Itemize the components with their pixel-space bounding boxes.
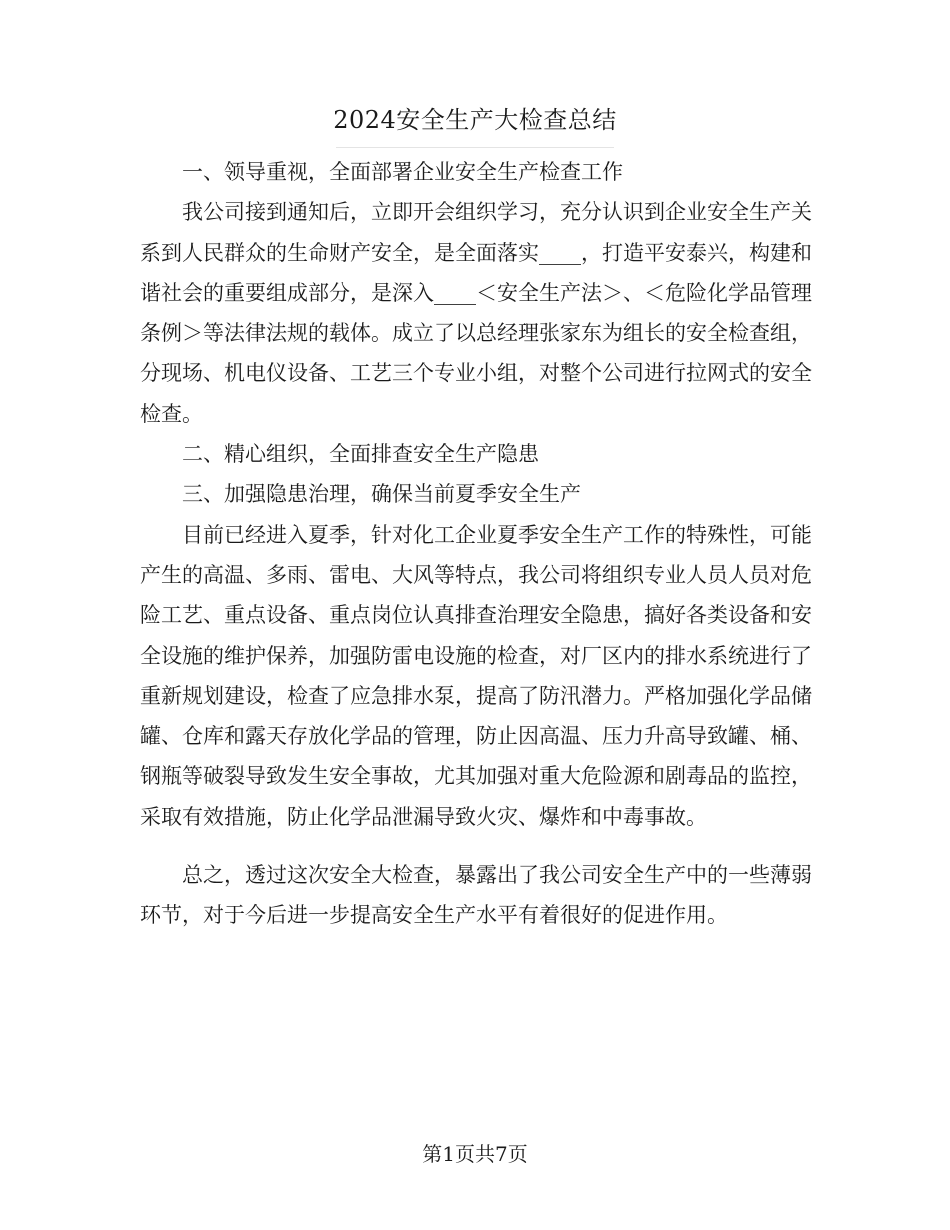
paragraph-2: 目前已经进入夏季，针对化工企业夏季安全生产工作的特殊性，可能产生的高温、多雨、雷电、大风等特点，我公司将组织专业人员人员对危险工艺、重点设备、重点岗位认真排查治理安全隐患，搞好各类设备和安全设施的维护保养，加强防雷电设施的检查，对厂区内的排水系统进行了重新规划建设，检查了应急排水泵，提高了防汛潜力。严格加强化学品储罐、仓库和露天存放化学品的管理，防止因高温、压力升高导致罐、桶、钢瓶等破裂导致发生安全事故，尤其加强对重大危险源和剧毒品的监控，采取有效措施，防止化学品泄漏导致火灾、爆炸和中毒事故。: [140, 522, 812, 829]
document-title: 2024安全生产大检查总结: [333, 106, 617, 134]
document-body: [140, 152, 812, 936]
title-divider: [336, 147, 614, 148]
paragraph-1: 我公司接到通知后，立即开会组织学习，充分认识到企业安全生产关系到人民群众的生命财产安全，是全面落实____，打造平安泰兴，构建和谐社会的重要组成部分，是深入____＜安全生产法＞、＜危险化学品管理条例＞等法律法规的载体。成立了以总经理张家东为组长的安全检查组，分现场、机电仪设备、工艺三个专业小组，对整个公司进行拉网式的安全检查。: [140, 200, 812, 426]
section-heading-1: 一、领导重视，全面部署企业安全生产检查工作: [182, 160, 623, 184]
paragraph-conclusion: 总之，透过这次安全大检查，暴露出了我公司安全生产中的一些薄弱环节，对于今后进一步提高安全生产水平有着很好的促进作用。: [140, 863, 812, 928]
section-heading-2: 二、精心组织，全面排查安全生产隐患: [182, 442, 539, 467]
section-heading-3: 三、加强隐患治理，确保当前夏季安全生产: [182, 482, 581, 507]
page-number: 第1页共7页: [422, 1142, 528, 1166]
